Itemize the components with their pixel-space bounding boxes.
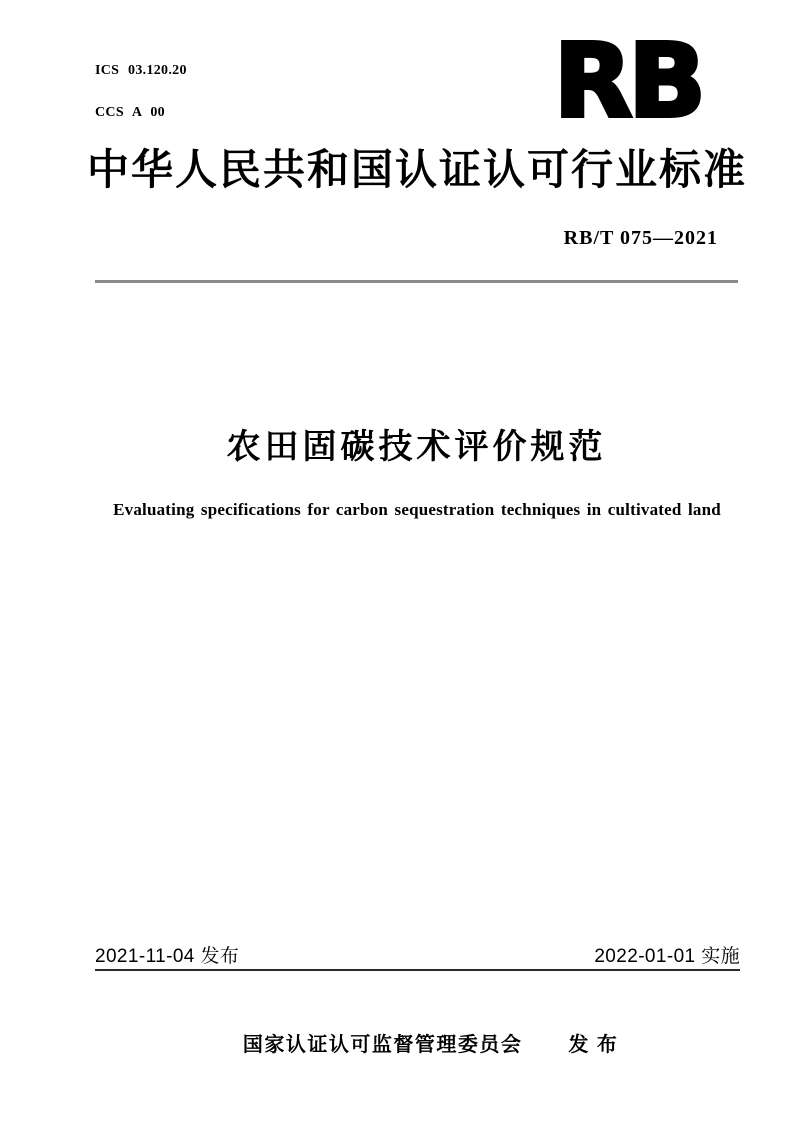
header-divider [95,280,738,283]
ics-code: ICS 03.120.20 [95,63,187,78]
classification-codes [95,36,187,148]
document-title-en: Evaluating specifications for carbon sequestration techniques in cultivated land [113,500,721,519]
issuer-row [95,1005,738,1080]
issue-date: 2021-11-04 发布 [95,946,240,967]
standard-category-title: 中华人民共和国认证认可行业标准 [86,148,747,194]
document-title-zh: 农田固碳技术评价规范 [226,428,607,466]
dates-row [95,941,740,968]
implementation-date: 2022-01-01 实施 [594,946,740,967]
ccs-code: CCS A 00 [95,105,165,120]
issuing-authority: 国家认证认可监督管理委员会 [242,1034,523,1056]
standard-number: RB/T 075—2021 [563,227,718,249]
release-label: 发 布 [568,1034,619,1056]
footer-divider [95,969,740,971]
rb-logo: RB [553,22,702,141]
